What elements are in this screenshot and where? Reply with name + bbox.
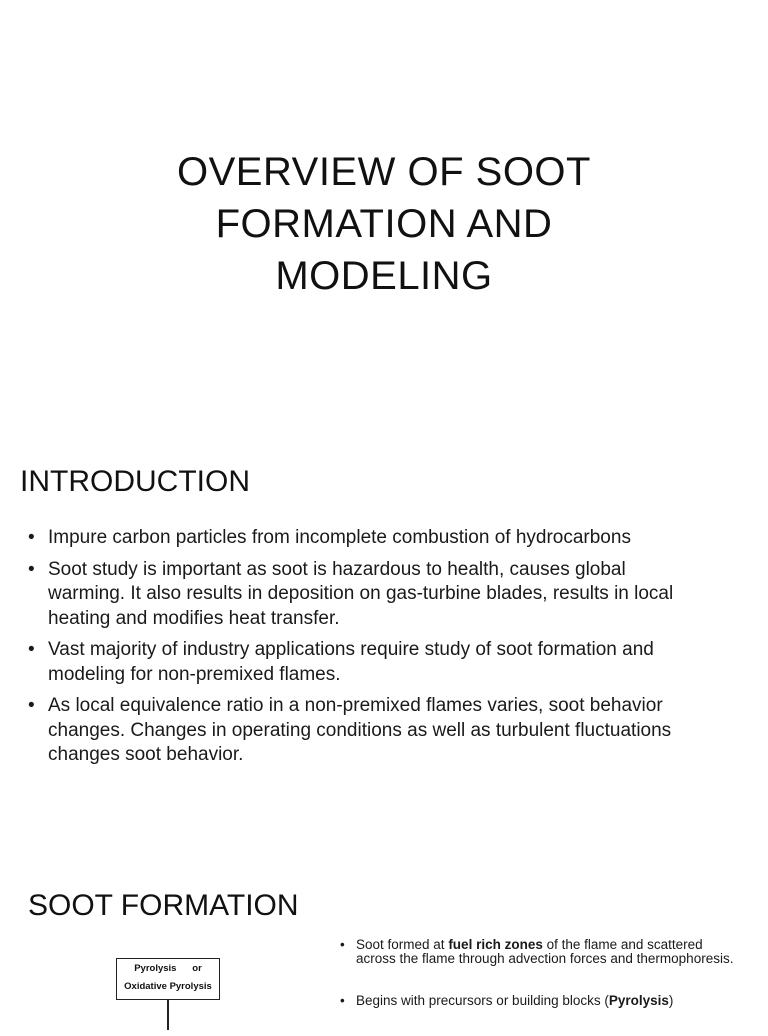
bullet-text: Soot study is important as soot is hazardous to health, causes global warming. It also results in deposition on gas-turbine blades, results in local heating and modifies heat transfer. xyxy=(48,558,674,629)
title-line-1: OVERVIEW OF SOOT xyxy=(177,150,591,194)
bullet-text-bold: Pyrolysis xyxy=(608,993,669,1008)
diagram-connector-line xyxy=(167,1000,169,1030)
soot-formation-heading: SOOT FORMATION xyxy=(28,889,299,922)
list-item xyxy=(28,526,698,551)
title-line-2: FORMATION AND xyxy=(215,202,553,246)
list-item xyxy=(28,694,698,768)
bullet-text: Impure carbon particles from incomplete combustion of hydrocarbons xyxy=(48,527,631,548)
title-slide xyxy=(0,0,768,430)
bullet-text: Vast majority of industry applications require study of soot formation and modeling for non-premixed flames. xyxy=(48,639,654,685)
bullet-icon: • xyxy=(28,558,35,580)
introduction-bullet-list xyxy=(28,526,698,775)
soot-formation-bullet-list xyxy=(340,938,740,1036)
bullet-text: As local equivalence ratio in a non-premixed flames varies, soot behavior changes. Changes in operating conditions as well as turbulent fluctuations changes soot behavior. xyxy=(48,695,672,765)
bullet-text-after: ) xyxy=(668,993,674,1008)
bullet-icon: • xyxy=(28,639,35,660)
diagram-box-line-1: Pyrolysis or xyxy=(134,963,202,974)
list-item xyxy=(28,558,698,632)
bullet-icon: • xyxy=(28,695,35,716)
bullet-icon: • xyxy=(340,993,345,1008)
pyrolysis-diagram-box xyxy=(116,958,220,1000)
bullet-text-after: of the flame and scattered across the flame through advection forces and thermophoresis. xyxy=(356,937,734,966)
introduction-heading: INTRODUCTION xyxy=(20,465,250,498)
bullet-text-before: Begins with precursors or building blocks ( xyxy=(356,993,609,1008)
list-item xyxy=(340,994,740,1008)
bullet-text-before: Soot formed at xyxy=(356,937,449,952)
bullet-icon: • xyxy=(340,937,345,952)
bullet-icon: • xyxy=(28,527,35,548)
introduction-slide xyxy=(0,430,768,830)
list-item xyxy=(340,938,740,966)
diagram-box-line-2: Oxidative Pyrolysis xyxy=(124,981,212,992)
bullet-text-bold: fuel rich zones xyxy=(448,937,543,952)
soot-formation-slide xyxy=(0,830,768,1024)
slide-title xyxy=(84,146,684,302)
title-line-3: MODELING xyxy=(275,254,493,298)
list-item xyxy=(28,638,698,687)
